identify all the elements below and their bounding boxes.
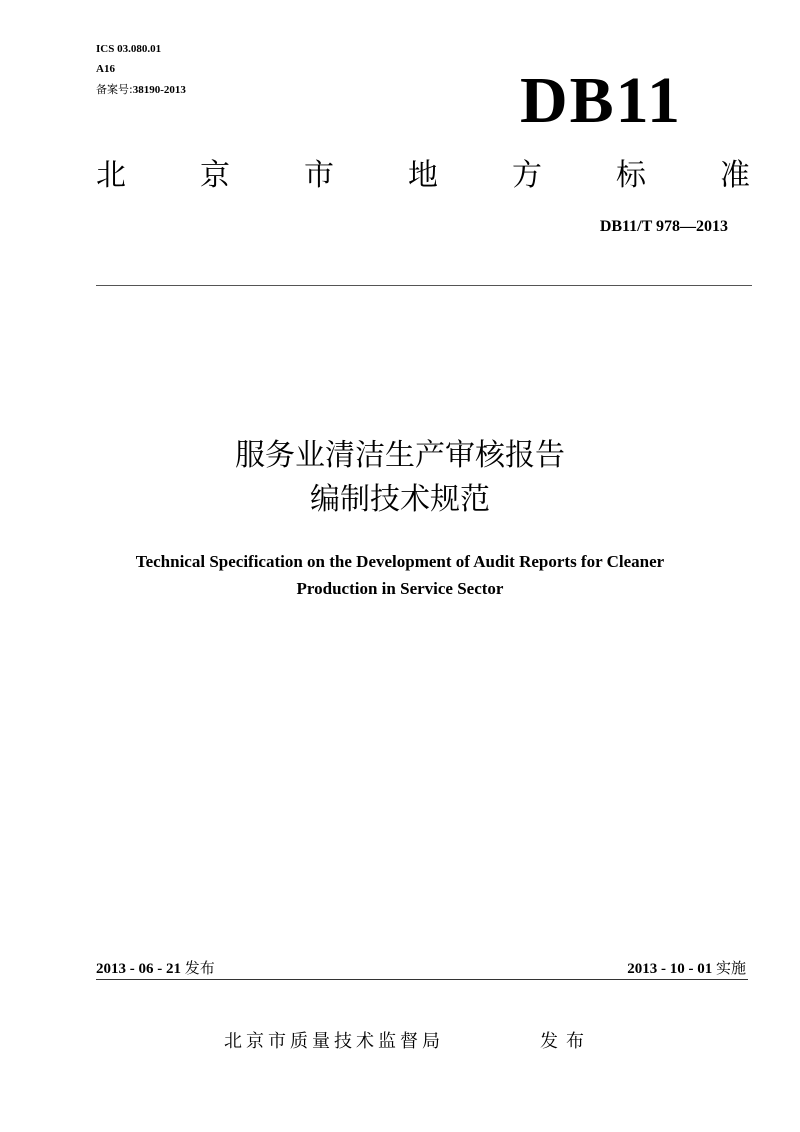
publisher-action: 发布 xyxy=(540,1031,592,1052)
filing-number xyxy=(96,82,186,98)
db-logo: DB11 xyxy=(520,64,683,137)
standard-type-char: 准 xyxy=(720,158,750,193)
implement-date-label: 实施 xyxy=(715,959,746,977)
issue-date-value: 2013 - 06 - 21 xyxy=(96,961,181,977)
issue-date-label: 发布 xyxy=(184,959,215,977)
filing-label: 备案号: xyxy=(96,83,133,96)
standard-type-char: 标 xyxy=(616,158,646,193)
standard-type-char: 京 xyxy=(200,158,230,193)
chinese-title-line-2: 编制技术规范 xyxy=(310,482,490,517)
footer-divider xyxy=(96,979,748,980)
standard-number: DB11/T 978—2013 xyxy=(599,218,728,235)
standard-type-char: 市 xyxy=(304,158,334,193)
standard-type-char: 方 xyxy=(512,158,542,193)
english-title-line-1: Technical Specification on the Development of Audit Reports for Cleaner xyxy=(135,552,665,571)
standard-type-char: 北 xyxy=(96,158,126,193)
ics-code: ICS 03.080.01 xyxy=(96,43,162,55)
header-divider xyxy=(96,285,752,286)
filing-value: 38190-2013 xyxy=(132,84,186,96)
standard-type-title xyxy=(96,156,750,196)
category-code: A16 xyxy=(96,63,115,75)
implement-date xyxy=(627,958,746,979)
publisher-name: 北京市质量技术监督局 xyxy=(224,1031,444,1052)
english-title-line-2: Production in Service Sector xyxy=(296,579,504,598)
standard-type-char: 地 xyxy=(408,158,438,193)
chinese-title-line-1: 服务业清洁生产审核报告 xyxy=(235,438,565,473)
implement-date-value: 2013 - 10 - 01 xyxy=(627,961,713,977)
issue-date xyxy=(96,958,215,979)
